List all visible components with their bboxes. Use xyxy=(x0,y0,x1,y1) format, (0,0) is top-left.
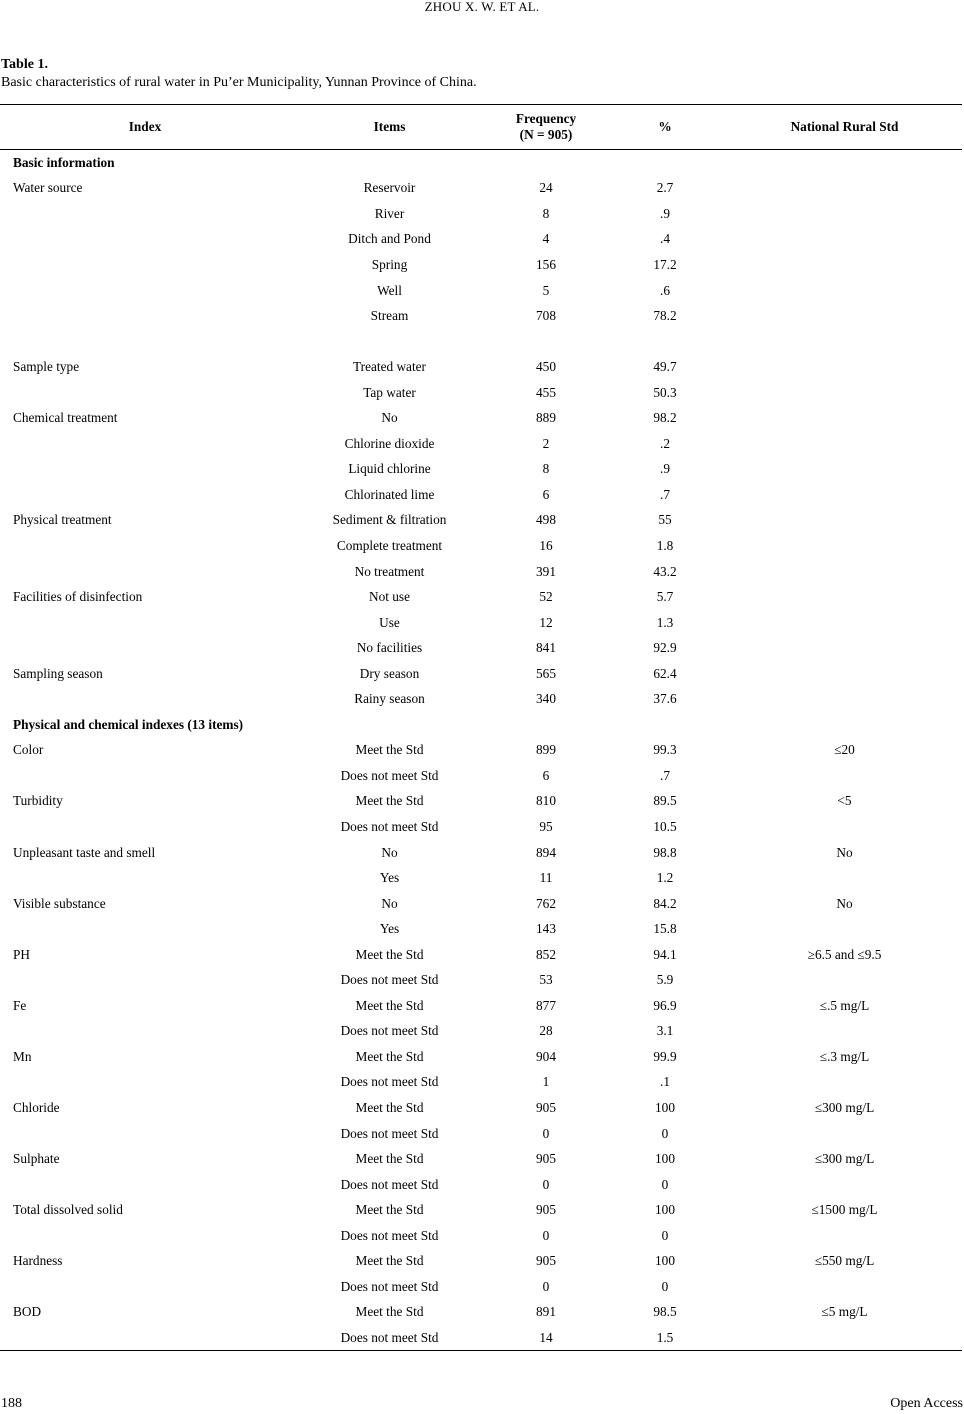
std-cell xyxy=(727,379,962,405)
percent-cell: 0 xyxy=(661,1227,669,1243)
frequency-cell: 52 xyxy=(539,589,553,605)
percent-cell: 78.2 xyxy=(653,308,677,324)
percent-cell: 1.5 xyxy=(656,1329,674,1345)
std-cell xyxy=(727,609,962,635)
frequency-cell: 4 xyxy=(542,231,550,247)
index-cell xyxy=(0,482,290,508)
items-cell: Does not meet Std xyxy=(340,1329,439,1345)
table-row xyxy=(0,1248,962,1274)
frequency-cell: 8 xyxy=(542,205,550,221)
std-cell xyxy=(727,686,962,712)
index-cell xyxy=(0,431,290,457)
items-cell: No xyxy=(381,895,398,911)
column-header-std: National Rural Std xyxy=(790,119,899,134)
std-cell xyxy=(727,1120,962,1146)
std-cell xyxy=(727,354,962,380)
table-row xyxy=(0,763,962,789)
std-cell xyxy=(727,1274,962,1300)
std-cell: ≤20 xyxy=(834,742,855,758)
items-cell: River xyxy=(374,205,405,221)
frequency-cell: 11 xyxy=(539,870,553,886)
items-cell: Complete treatment xyxy=(336,537,443,553)
table-row xyxy=(0,1274,962,1300)
percent-cell: 98.2 xyxy=(653,410,677,426)
percent-cell: 3.1 xyxy=(656,1023,674,1039)
frequency-cell: 455 xyxy=(536,384,556,400)
std-cell xyxy=(727,660,962,686)
items-cell: Does not meet Std xyxy=(340,767,439,783)
table-row xyxy=(0,788,962,814)
percent-cell: .7 xyxy=(660,486,670,502)
std-cell xyxy=(727,635,962,661)
empty-cell xyxy=(489,328,603,354)
items-cell: No facilities xyxy=(356,640,423,656)
table-row xyxy=(0,941,962,967)
frequency-cell: 762 xyxy=(536,895,556,911)
table-row xyxy=(0,1044,962,1070)
header-row xyxy=(0,105,962,150)
section-header-row xyxy=(0,150,962,176)
index-cell: Fe xyxy=(13,997,27,1013)
table-row xyxy=(0,993,962,1019)
frequency-cell: 0 xyxy=(542,1227,550,1243)
table-row xyxy=(0,405,962,431)
table-row xyxy=(0,558,962,584)
table-row xyxy=(0,916,962,942)
std-cell xyxy=(727,1018,962,1044)
items-cell: Meet the Std xyxy=(355,997,424,1013)
percent-cell: 17.2 xyxy=(653,256,677,272)
std-cell: ≤.5 mg/L xyxy=(819,997,870,1013)
frequency-cell: 891 xyxy=(536,1304,556,1320)
percent-cell: 84.2 xyxy=(653,895,677,911)
items-cell: Meet the Std xyxy=(355,1202,424,1218)
std-cell: <5 xyxy=(837,793,852,809)
frequency-cell: 899 xyxy=(536,742,556,758)
open-access-label: Open Access xyxy=(890,1396,963,1411)
items-cell: Meet the Std xyxy=(355,946,424,962)
index-cell: Sampling season xyxy=(13,665,103,681)
index-cell xyxy=(0,277,290,303)
frequency-cell: 391 xyxy=(536,563,556,579)
percent-cell: 1.3 xyxy=(656,614,674,630)
frequency-cell: 0 xyxy=(542,1278,550,1294)
std-cell: ≥6.5 and ≤9.5 xyxy=(807,946,882,962)
table-row xyxy=(0,1197,962,1223)
index-cell xyxy=(0,1069,290,1095)
section-title: Basic information xyxy=(13,155,115,171)
column-header-frequency-line2: (N = 905) xyxy=(519,127,573,142)
frequency-cell: 6 xyxy=(542,767,550,783)
std-cell xyxy=(727,1171,962,1197)
table-row xyxy=(0,201,962,227)
frequency-cell: 565 xyxy=(536,665,556,681)
table-label: Table 1. xyxy=(1,57,48,72)
table-row xyxy=(0,1171,962,1197)
std-cell xyxy=(727,1069,962,1095)
frequency-cell: 904 xyxy=(536,1048,556,1064)
percent-cell: 50.3 xyxy=(653,384,677,400)
index-cell: Facilities of disinfection xyxy=(13,589,143,605)
table-row xyxy=(0,1222,962,1248)
percent-cell: .2 xyxy=(660,435,670,451)
index-cell: Water source xyxy=(13,180,83,196)
frequency-cell: 905 xyxy=(536,1253,556,1269)
percent-cell: 43.2 xyxy=(653,563,677,579)
percent-cell: 94.1 xyxy=(653,946,677,962)
frequency-cell: 498 xyxy=(536,512,556,528)
index-cell: Hardness xyxy=(13,1253,63,1269)
percent-cell: 37.6 xyxy=(653,691,677,707)
std-cell: ≤300 mg/L xyxy=(814,1100,875,1115)
frequency-cell: 708 xyxy=(536,308,556,324)
items-cell: Does not meet Std xyxy=(340,1227,439,1243)
running-head: ZHOU X. W. ET AL. xyxy=(424,0,540,14)
index-cell xyxy=(0,201,290,227)
frequency-cell: 156 xyxy=(536,256,556,272)
index-cell: Color xyxy=(13,742,44,758)
std-cell: No xyxy=(836,895,853,911)
index-cell xyxy=(0,635,290,661)
percent-cell: 2.7 xyxy=(656,180,674,196)
percent-cell: 5.9 xyxy=(656,972,674,988)
std-cell xyxy=(727,201,962,227)
index-cell xyxy=(0,763,290,789)
table-row xyxy=(0,303,962,329)
percent-cell: 1.2 xyxy=(656,870,674,886)
frequency-cell: 2 xyxy=(542,435,550,451)
percent-cell: 10.5 xyxy=(653,818,677,834)
percent-cell: 89.5 xyxy=(653,793,677,809)
std-cell xyxy=(727,916,962,942)
index-cell: Chemical treatment xyxy=(13,410,118,426)
empty-cell xyxy=(603,328,727,354)
std-cell: ≤5 mg/L xyxy=(821,1304,868,1320)
index-cell xyxy=(0,533,290,559)
table-row xyxy=(0,660,962,686)
percent-cell: .4 xyxy=(660,231,670,247)
std-cell xyxy=(727,405,962,431)
items-cell: Chlorinated lime xyxy=(344,486,435,502)
index-cell xyxy=(0,1274,290,1300)
items-cell: Well xyxy=(377,282,402,298)
items-cell: Stream xyxy=(370,308,409,324)
frequency-cell: 143 xyxy=(536,921,556,937)
column-header-percent: % xyxy=(658,119,672,134)
std-cell xyxy=(727,507,962,533)
frequency-cell: 905 xyxy=(536,1100,556,1115)
index-cell xyxy=(0,379,290,405)
spacer-row xyxy=(0,328,962,354)
percent-cell: 55 xyxy=(658,512,672,528)
percent-cell: .7 xyxy=(660,767,670,783)
frequency-cell: 905 xyxy=(536,1202,556,1218)
index-cell: Turbidity xyxy=(13,793,63,809)
std-cell xyxy=(727,431,962,457)
table-row xyxy=(0,635,962,661)
section-header-row xyxy=(0,712,962,738)
table-row xyxy=(0,175,962,201)
index-cell xyxy=(0,558,290,584)
percent-cell: .9 xyxy=(660,205,670,221)
table-row xyxy=(0,865,962,891)
items-cell: Does not meet Std xyxy=(340,1278,439,1294)
index-cell: Chloride xyxy=(13,1100,60,1115)
page-number: 188 xyxy=(1,1396,22,1411)
items-cell: Yes xyxy=(379,870,400,886)
index-cell xyxy=(0,226,290,252)
std-cell xyxy=(727,482,962,508)
std-cell: ≤550 mg/L xyxy=(814,1253,875,1269)
items-cell: Treated water xyxy=(353,359,426,375)
items-cell: Meet the Std xyxy=(355,1253,424,1269)
items-cell: Meet the Std xyxy=(355,793,424,809)
items-cell: Does not meet Std xyxy=(340,1125,439,1141)
items-cell: Does not meet Std xyxy=(340,1074,439,1090)
frequency-cell: 12 xyxy=(539,614,553,630)
index-cell xyxy=(0,686,290,712)
percent-cell: 99.9 xyxy=(653,1048,677,1064)
column-header-index: Index xyxy=(128,119,162,134)
items-cell: Meet the Std xyxy=(355,1048,424,1064)
frequency-cell: 14 xyxy=(539,1329,553,1345)
items-cell: Meet the Std xyxy=(355,1100,424,1115)
section-title: Physical and chemical indexes (13 items) xyxy=(13,716,244,732)
std-cell xyxy=(727,303,962,329)
percent-cell: 98.5 xyxy=(653,1304,677,1320)
index-cell xyxy=(0,303,290,329)
items-cell: Meet the Std xyxy=(355,742,424,758)
std-cell xyxy=(727,226,962,252)
frequency-cell: 810 xyxy=(536,793,556,809)
frequency-cell: 450 xyxy=(536,359,556,375)
percent-cell: 92.9 xyxy=(653,640,677,656)
items-cell: Meet the Std xyxy=(355,1151,424,1167)
table-caption: Basic characteristics of rural water in Pu’er Municipality, Yunnan Province of China. xyxy=(1,75,477,90)
index-cell xyxy=(0,814,290,840)
frequency-cell: 889 xyxy=(536,410,556,426)
index-cell xyxy=(0,1325,290,1351)
index-cell xyxy=(0,1171,290,1197)
items-cell: Not use xyxy=(369,589,410,605)
table-row xyxy=(0,967,962,993)
percent-cell: .9 xyxy=(660,461,670,477)
table-row xyxy=(0,277,962,303)
empty-cell xyxy=(727,328,962,354)
percent-cell: .6 xyxy=(660,282,670,298)
std-cell xyxy=(727,1222,962,1248)
items-cell: Spring xyxy=(371,256,408,272)
items-cell: Does not meet Std xyxy=(340,972,439,988)
percent-cell: 99.3 xyxy=(653,742,677,758)
frequency-cell: 95 xyxy=(539,818,553,834)
data-table xyxy=(0,104,962,1351)
table-body xyxy=(0,150,962,1351)
index-cell: Sulphate xyxy=(13,1151,60,1167)
percent-cell: 15.8 xyxy=(653,921,677,937)
percent-cell: 49.7 xyxy=(653,359,677,375)
items-cell: Ditch and Pond xyxy=(348,231,431,247)
items-cell: Sediment & filtration xyxy=(332,512,447,528)
frequency-cell: 340 xyxy=(536,691,556,707)
table-row xyxy=(0,1299,962,1325)
table-row xyxy=(0,226,962,252)
items-cell: No xyxy=(381,844,398,860)
index-cell xyxy=(0,1222,290,1248)
items-cell: Tap water xyxy=(363,384,416,400)
table-row xyxy=(0,1146,962,1172)
percent-cell: .1 xyxy=(660,1074,670,1090)
frequency-cell: 53 xyxy=(539,972,553,988)
index-cell xyxy=(0,1018,290,1044)
table-row xyxy=(0,814,962,840)
percent-cell: 100 xyxy=(655,1253,675,1269)
data-table-container xyxy=(0,104,962,1351)
frequency-cell: 905 xyxy=(536,1151,556,1167)
items-cell: Yes xyxy=(379,921,400,937)
index-cell: PH xyxy=(13,946,30,962)
items-cell: Does not meet Std xyxy=(340,1023,439,1039)
std-cell xyxy=(727,252,962,278)
std-cell xyxy=(727,175,962,201)
table-row xyxy=(0,839,962,865)
frequency-cell: 0 xyxy=(542,1176,550,1192)
table-row xyxy=(0,1095,962,1121)
std-cell xyxy=(727,558,962,584)
table-row xyxy=(0,737,962,763)
table-row xyxy=(0,584,962,610)
index-cell xyxy=(0,609,290,635)
frequency-cell: 852 xyxy=(536,946,556,962)
index-cell: Unpleasant taste and smell xyxy=(13,844,156,860)
percent-cell: 96.9 xyxy=(653,997,677,1013)
column-header-frequency xyxy=(489,105,603,150)
items-cell: Does not meet Std xyxy=(340,818,439,834)
frequency-cell: 6 xyxy=(542,486,550,502)
index-cell: Total dissolved solid xyxy=(13,1202,123,1218)
items-cell: No treatment xyxy=(354,563,425,579)
std-cell: ≤1500 mg/L xyxy=(811,1202,878,1218)
frequency-cell: 1 xyxy=(542,1074,550,1090)
std-cell xyxy=(727,277,962,303)
index-cell: Visible substance xyxy=(13,895,106,911)
table-row xyxy=(0,890,962,916)
std-cell xyxy=(727,814,962,840)
index-cell xyxy=(0,865,290,891)
std-cell xyxy=(727,763,962,789)
index-cell: BOD xyxy=(13,1304,42,1320)
frequency-cell: 841 xyxy=(536,640,556,656)
index-cell xyxy=(0,252,290,278)
index-cell xyxy=(0,1120,290,1146)
items-cell: Does not meet Std xyxy=(340,1176,439,1192)
table-row xyxy=(0,1120,962,1146)
index-cell xyxy=(0,456,290,482)
std-cell: ≤.3 mg/L xyxy=(819,1048,870,1064)
frequency-cell: 894 xyxy=(536,844,556,860)
items-cell: Dry season xyxy=(359,665,420,681)
frequency-cell: 5 xyxy=(542,282,550,298)
percent-cell: 1.8 xyxy=(656,537,674,553)
percent-cell: 100 xyxy=(655,1151,675,1167)
frequency-cell: 877 xyxy=(536,997,556,1013)
percent-cell: 98.8 xyxy=(653,844,677,860)
items-cell: Liquid chlorine xyxy=(348,461,431,477)
items-cell: Rainy season xyxy=(354,691,425,707)
table-row xyxy=(0,686,962,712)
items-cell: Meet the Std xyxy=(355,1304,424,1320)
frequency-cell: 28 xyxy=(539,1023,553,1039)
table-row xyxy=(0,456,962,482)
percent-cell: 0 xyxy=(661,1278,669,1294)
table-row xyxy=(0,1018,962,1044)
percent-cell: 5.7 xyxy=(656,589,674,605)
index-cell: Physical treatment xyxy=(13,512,112,528)
table-row xyxy=(0,1069,962,1095)
std-cell xyxy=(727,456,962,482)
items-cell: Chlorine dioxide xyxy=(344,435,435,451)
std-cell xyxy=(727,967,962,993)
table-row xyxy=(0,379,962,405)
empty-cell xyxy=(290,328,489,354)
std-cell xyxy=(727,1325,962,1351)
column-header-items: Items xyxy=(373,119,406,134)
empty-cell xyxy=(0,328,290,354)
frequency-cell: 8 xyxy=(542,461,550,477)
frequency-cell: 0 xyxy=(542,1125,550,1141)
table-row xyxy=(0,609,962,635)
frequency-cell: 24 xyxy=(539,180,553,196)
items-cell: Reservoir xyxy=(363,180,416,196)
table-row xyxy=(0,1325,962,1351)
table-row xyxy=(0,354,962,380)
std-cell: ≤300 mg/L xyxy=(814,1151,875,1167)
items-cell: Use xyxy=(379,614,400,630)
table-row xyxy=(0,482,962,508)
table-row xyxy=(0,431,962,457)
percent-cell: 62.4 xyxy=(653,665,677,681)
percent-cell: 0 xyxy=(661,1125,669,1141)
percent-cell: 0 xyxy=(661,1176,669,1192)
index-cell xyxy=(0,916,290,942)
std-cell xyxy=(727,584,962,610)
frequency-cell: 16 xyxy=(539,537,553,553)
index-cell: Sample type xyxy=(13,359,80,375)
std-cell xyxy=(727,533,962,559)
table-row xyxy=(0,252,962,278)
items-cell: No xyxy=(381,410,398,426)
table-header xyxy=(0,105,962,150)
table-row xyxy=(0,507,962,533)
std-cell xyxy=(727,865,962,891)
std-cell: No xyxy=(836,844,853,860)
table-row xyxy=(0,533,962,559)
index-cell: Mn xyxy=(13,1048,32,1064)
column-header-frequency-line1: Frequency xyxy=(515,111,577,126)
percent-cell: 100 xyxy=(655,1100,675,1115)
percent-cell: 100 xyxy=(655,1202,675,1218)
index-cell xyxy=(0,967,290,993)
